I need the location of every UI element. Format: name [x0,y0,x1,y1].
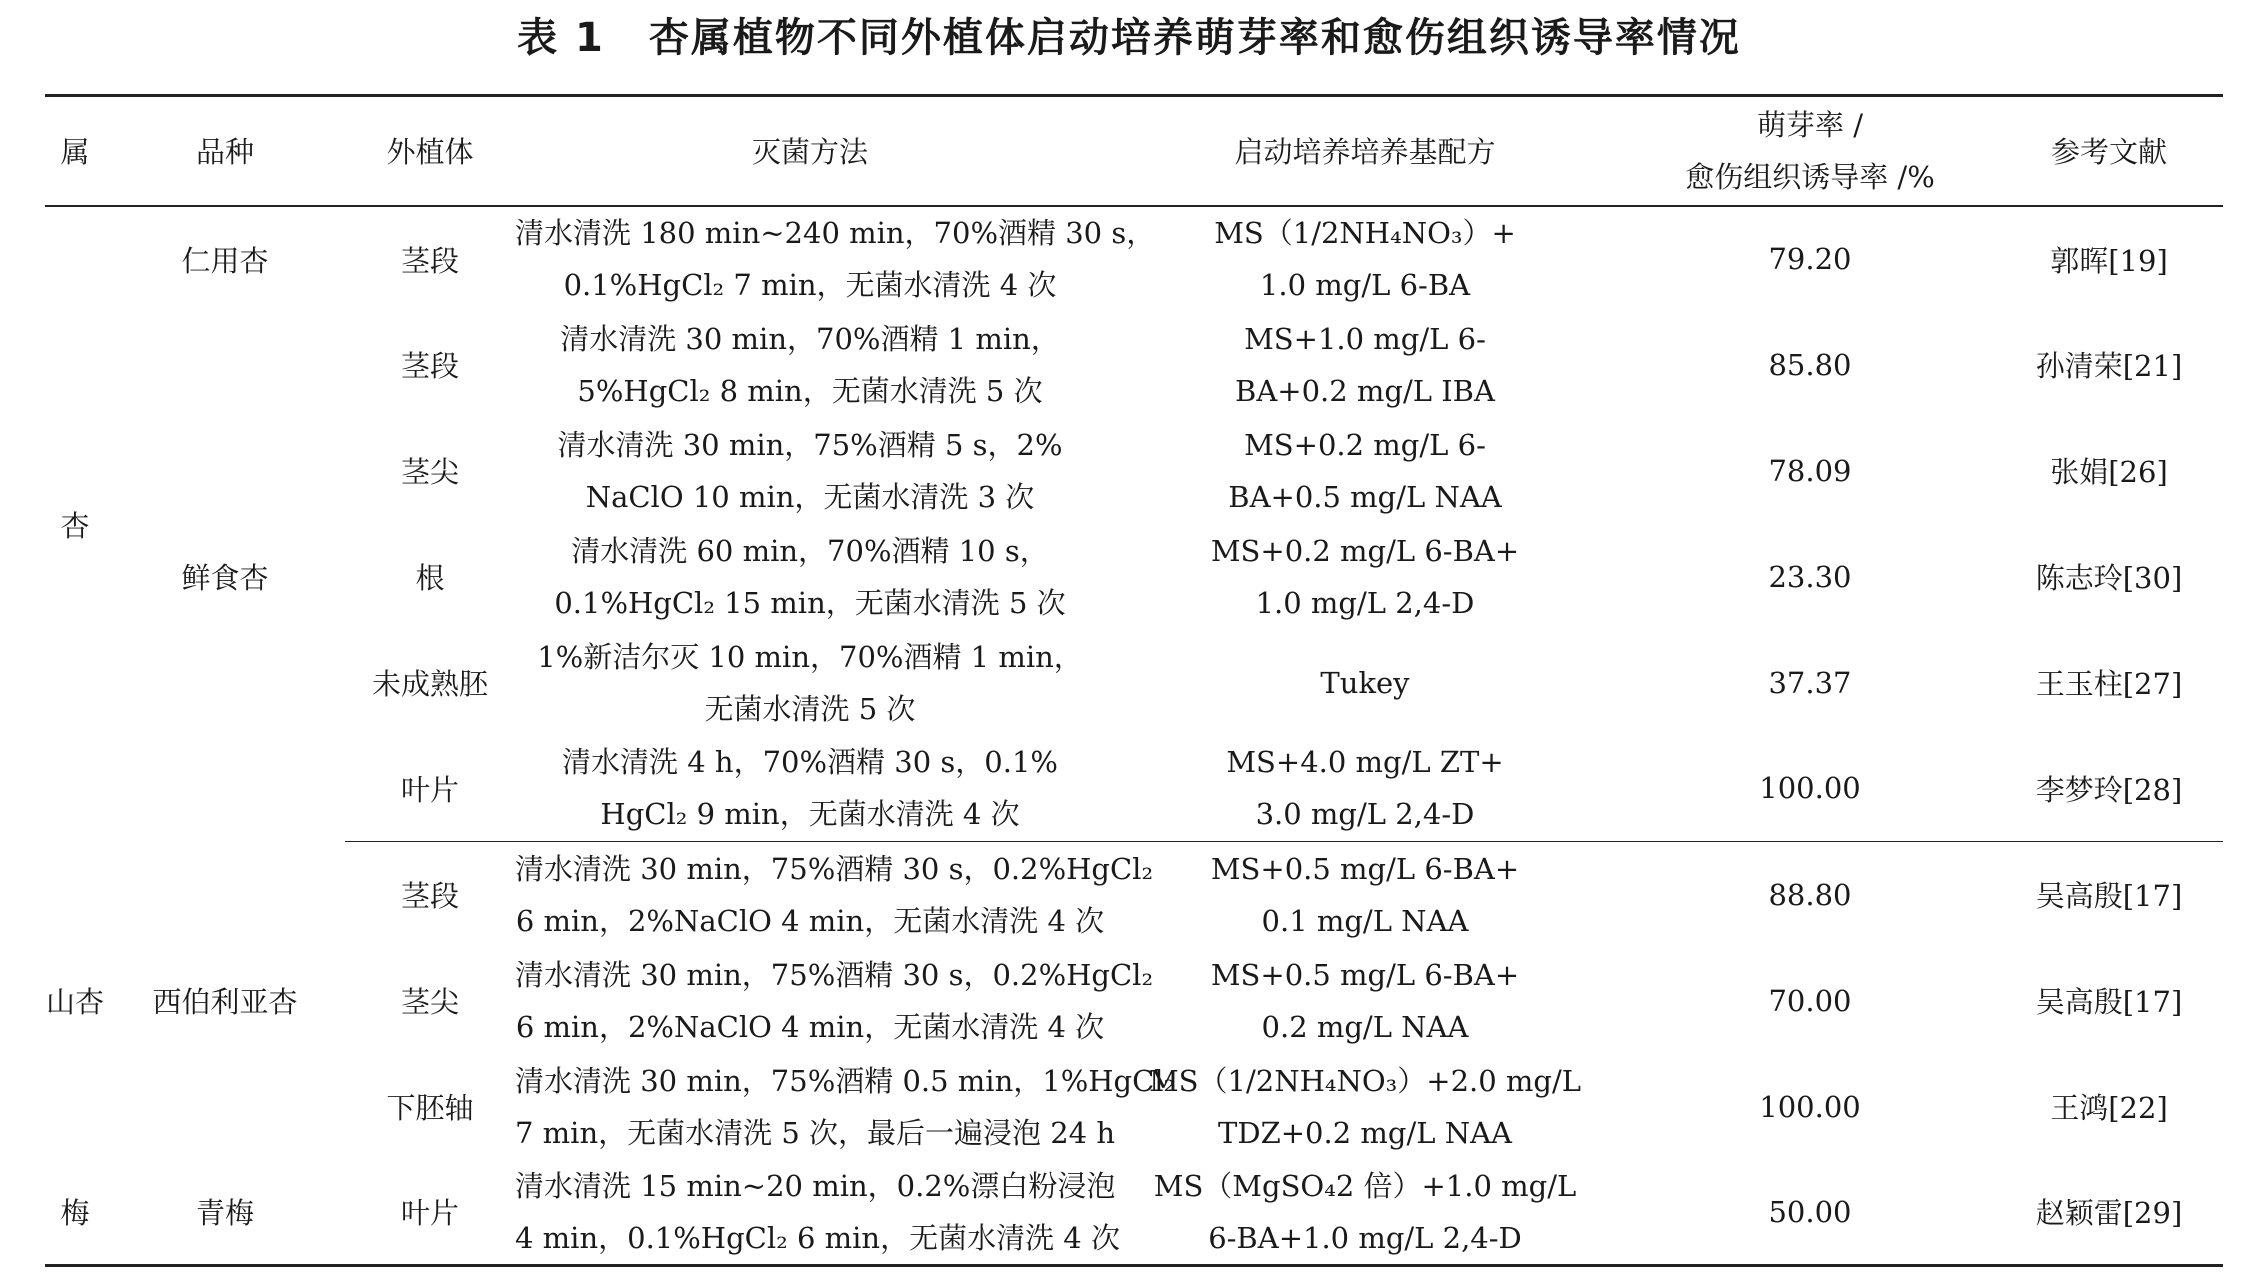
method-line: 清水清洗 30 min，75%酒精 5 s，2% [557,427,1063,462]
method-line: 清水清洗 15 min~20 min，0.2%漂白粉浸泡 [515,1168,1116,1203]
method-line: 清水清洗 180 min~240 min，70%酒精 30 s， [515,216,1156,250]
method-line: 5%HgCl₂ 8 min，无菌水清洗 5 次 [577,373,1043,408]
rate-cell: 85.80 [1768,347,1852,382]
variety-cell: 青梅 [105,1160,345,1266]
explant-cell: 未成熟胚 [371,667,488,701]
method-line: 清水清洗 30 min，75%酒精 30 s，0.2%HgCl₂ [515,957,1154,992]
method-cell [515,1160,1120,1266]
method-cell [515,524,1105,630]
medium-line: MS+4.0 mg/L ZT+ [1226,745,1504,780]
method-cell [515,736,1105,842]
method-line: 0.1%HgCl₂ 15 min，无菌水清洗 5 次 [554,585,1066,620]
reference-cell: 赵颖雷[29] [1995,1160,2223,1266]
genus-cell: 梅 [45,1160,105,1266]
explant-cell: 茎尖 [400,455,459,489]
reference-cell: 郭晖[19] [2050,243,2168,278]
data-table [45,94,2223,1267]
medium-cell [1105,206,1625,312]
header-reference: 参考文献 [2050,135,2167,170]
medium-line: 1.0 mg/L 2,4-D [1255,585,1475,620]
medium-line: 0.1 mg/L NAA [1261,903,1469,938]
rate-cell: 50.00 [1625,1160,1995,1266]
medium-line: MS（1/2NH₄NO₃）+ [1214,216,1516,250]
explant-cell: 茎段 [400,349,459,383]
method-line: 无菌水清洗 5 次 [704,691,916,726]
medium-line: MS（MgSO₄2 倍）+1.0 mg/L [1153,1168,1577,1203]
header-rate-line1: 萌芽率 / [1757,107,1863,142]
medium-line: 6-BA+1.0 mg/L 2,4-D [1208,1220,1522,1255]
rate-cell: 100.00 [1759,1089,1861,1124]
medium-line: MS+1.0 mg/L 6- [1244,321,1486,356]
method-line: 清水清洗 30 min，75%酒精 30 s，0.2%HgCl₂ [515,851,1154,886]
variety-cell: 仁用杏 [181,243,269,278]
medium-line: MS+0.5 mg/L 6-BA+ [1210,957,1520,992]
reference-cell: 陈志玲[30] [2035,561,2183,595]
reference-cell: 孙清荣[21] [2035,349,2183,383]
rate-cell: 78.09 [1768,453,1852,488]
explant-cell: 茎尖 [400,985,459,1019]
method-line: 清水清洗 4 h，70%酒精 30 s，0.1% [562,745,1058,780]
table-header [45,96,2223,206]
genus-cell: 山杏 [45,985,104,1019]
explant-cell: 茎段 [400,879,459,914]
medium-cell [1105,418,1625,524]
reference-cell: 王鸿[22] [2050,1091,2168,1125]
rate-cell: 88.80 [1768,877,1852,912]
variety-cell: 鲜食杏 [181,561,269,595]
table-caption [0,12,2258,64]
medium-cell [1105,630,1625,736]
header-rate [1625,96,1995,206]
medium-line: MS+0.2 mg/L 6- [1244,427,1486,462]
header-row [45,96,2223,206]
medium-line: 0.2 mg/L NAA [1261,1009,1469,1044]
medium-line: BA+0.5 mg/L NAA [1228,479,1502,514]
medium-cell [1105,948,1625,1054]
method-line: 7 min，无菌水清洗 5 次，最后一遍浸泡 24 h [515,1115,1116,1150]
table-body [45,206,2223,1266]
header-rate-line2: 愈伤组织诱导率 /% [1685,159,1935,194]
reference-cell: 吴高殷[17] [2035,985,2183,1019]
explant-cell: 下胚轴 [386,1091,474,1125]
table-row [45,948,2223,1054]
medium-cell [1105,842,1625,948]
table-row [45,736,2223,842]
medium-cell [1105,1160,1625,1266]
medium-cell [1105,736,1625,842]
table-row [45,842,2223,948]
method-line: 4 min，0.1%HgCl₂ 6 min，无菌水清洗 4 次 [515,1220,1120,1255]
medium-cell [1105,312,1625,418]
reference-cell: 王玉柱[27] [2035,667,2183,701]
rate-cell: 23.30 [1768,559,1852,594]
variety-cell: 西伯利亚杏 [152,985,298,1019]
table-number: 表 1 [517,15,605,61]
method-line: 6 min，2%NaClO 4 min，无菌水清洗 4 次 [515,1009,1105,1044]
reference-cell: 张娟[26] [2050,455,2168,489]
medium-line: Tukey [1320,665,1410,700]
medium-cell [1105,524,1625,630]
explant-cell: 茎段 [400,243,459,278]
rate-cell: 37.37 [1768,665,1852,700]
explant-cell: 叶片 [345,736,515,842]
method-cell [515,418,1105,524]
method-line: 清水清洗 60 min，70%酒精 10 s， [571,533,1049,568]
table-row [45,312,2223,418]
method-line: 1%新洁尔灭 10 min，70%酒精 1 min， [537,639,1083,674]
method-cell [515,630,1105,736]
medium-cell [1105,1054,1625,1160]
method-cell [515,948,1154,1054]
table-row [45,630,2223,736]
header-explant: 外植体 [386,135,474,170]
header-genus: 属 [60,135,90,170]
table-row [45,1160,2223,1266]
method-line: HgCl₂ 9 min，无菌水清洗 4 次 [600,797,1020,832]
method-line: 6 min，2%NaClO 4 min，无菌水清洗 4 次 [515,903,1105,938]
reference-cell: 吴高殷[17] [2035,879,2183,914]
medium-line: BA+0.2 mg/L IBA [1235,373,1495,408]
table-row [45,1054,2223,1160]
genus-cell: 杏 [60,508,90,543]
header-sterilization: 灭菌方法 [751,135,868,170]
medium-line: MS+0.2 mg/L 6-BA+ [1210,533,1520,568]
method-line: 0.1%HgCl₂ 7 min，无菌水清洗 4 次 [563,268,1057,302]
header-variety: 品种 [195,135,254,170]
medium-line: MS+0.5 mg/L 6-BA+ [1210,851,1520,886]
table-row [45,418,2223,524]
rate-cell: 79.20 [1768,242,1852,276]
method-line: 清水清洗 30 min，75%酒精 0.5 min，1%HgCl₂ [515,1063,1176,1098]
table-title: 杏属植物不同外植体启动培养萌芽率和愈伤组织诱导率情况 [648,15,1741,61]
medium-line: 3.0 mg/L 2,4-D [1255,797,1475,832]
table-row [45,524,2223,630]
method-line: NaClO 10 min，无菌水清洗 3 次 [585,479,1035,514]
method-cell [515,312,1105,418]
medium-line: 1.0 mg/L 6-BA [1259,268,1471,302]
reference-cell: 李梦玲[28] [1995,736,2223,842]
method-cell [515,206,1156,312]
method-cell [515,842,1154,948]
rate-cell: 100.00 [1625,736,1995,842]
rate-cell: 70.00 [1768,983,1852,1018]
explant-cell: 叶片 [345,1160,515,1266]
table-row [45,206,2223,312]
header-medium: 启动培养培养基配方 [1234,135,1496,170]
method-cell [515,1054,1176,1160]
explant-cell: 根 [415,561,445,595]
medium-line: TDZ+0.2 mg/L NAA [1218,1115,1512,1150]
method-line: 清水清洗 30 min，70%酒精 1 min， [560,321,1060,356]
medium-line: MS（1/2NH₄NO₃）+2.0 mg/L [1148,1063,1582,1098]
